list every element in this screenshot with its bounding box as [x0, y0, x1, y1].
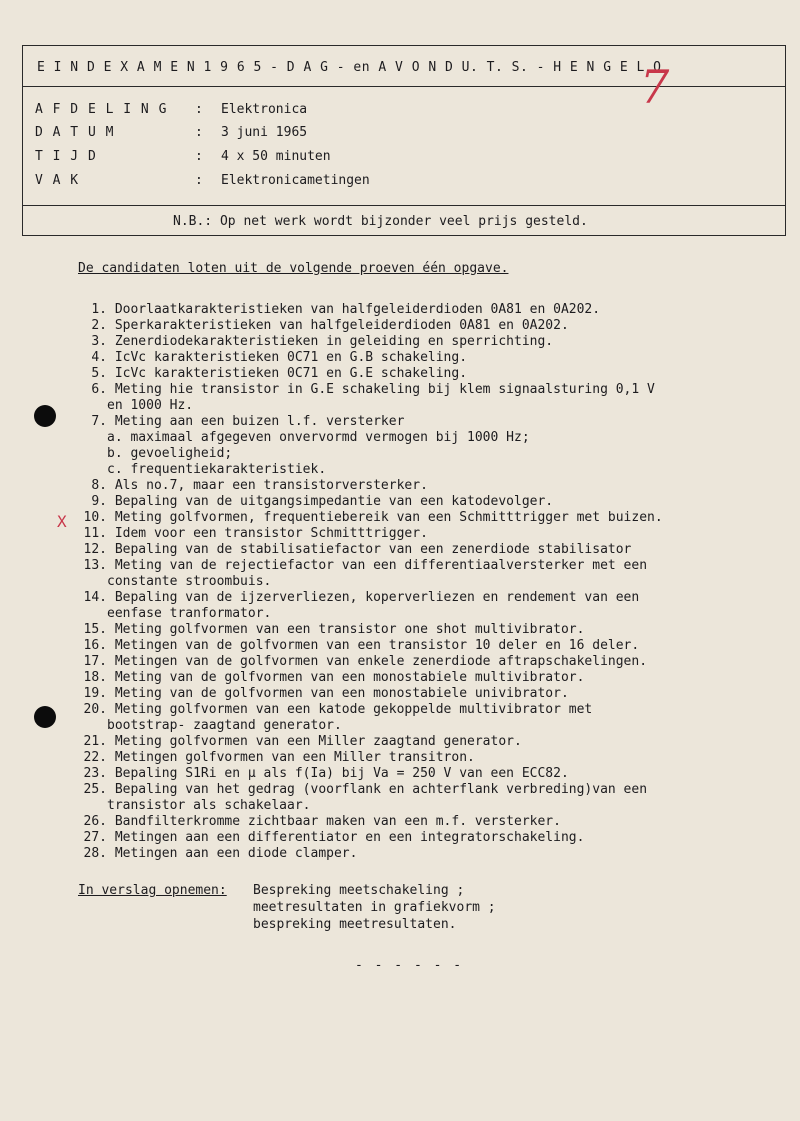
item-continuation: eenfase tranformator. [107, 606, 272, 621]
item-text: Meting aan een buizen l.f. versterker [114, 414, 405, 429]
item-number: 15. [83, 622, 107, 637]
list-item [78, 670, 768, 686]
item-number: 3. [91, 334, 107, 349]
item-text: Metingen van de golfvormen van enkele zenerdiode aftrapschakelingen. [114, 654, 648, 669]
item-number: 16. [83, 638, 107, 653]
item-continuation: transistor als schakelaar. [107, 798, 311, 813]
list-item [78, 766, 768, 782]
list-item [78, 814, 768, 830]
handwritten-x-mark: X [57, 512, 67, 531]
list-item [78, 750, 768, 766]
item-sub-point: a. maximaal afgegeven onvervormd vermogen bij 1000 Hz; [107, 430, 530, 445]
item-text: Metingen aan een differentiator en een integratorschakeling. [114, 830, 585, 845]
list-item [78, 414, 768, 430]
item-number: 4. [91, 350, 107, 365]
item-text: Meting golfvormen van een Miller zaagtand generator. [114, 734, 522, 749]
report-section [78, 882, 496, 932]
exam-title: E I N D E X A M E N 1 9 6 5 - D A G - en A V O N D U. T. S. - H E N G E L O [37, 60, 662, 75]
item-number: 27. [83, 830, 107, 845]
item-text: Metingen van de golfvormen van een transistor 10 deler en 16 deler. [114, 638, 640, 653]
item-number: 14. [83, 590, 107, 605]
item-continuation: bootstrap- zaagtand generator. [107, 718, 342, 733]
item-number: 12. [83, 542, 107, 557]
item-text: IcVc karakteristieken 0C71 en G.B schakeling. [114, 350, 468, 365]
item-number: 1. [91, 302, 107, 317]
meta-colon: : [195, 149, 203, 164]
item-text: Bepaling S1Ri en μ als f(Ia) bij Va = 250 V van een ECC82. [114, 766, 569, 781]
list-item [78, 302, 768, 318]
punch-hole [34, 405, 56, 427]
meta-value: 3 juni 1965 [221, 125, 308, 140]
item-text: Bepaling van de stabilisatiefactor van een zenerdiode stabilisator [114, 542, 632, 557]
item-continuation: constante stroombuis. [107, 574, 272, 589]
item-text: Meting van de golfvormen van een monostabiele multivibrator. [114, 670, 585, 685]
item-sub-point: c. frequentiekarakteristiek. [107, 462, 327, 477]
item-number: 20. [83, 702, 107, 717]
item-text: Meting hie transistor in G.E schakeling bij klem signaalsturing 0,1 V [114, 382, 655, 397]
meta-colon: : [195, 102, 203, 117]
list-item [78, 654, 768, 670]
header-box [22, 45, 786, 236]
nb-note: N.B.: Op net werk wordt bijzonder veel prijs gesteld. [173, 214, 588, 229]
item-text: Meting golfvormen van een katode gekoppelde multivibrator met [114, 702, 593, 717]
list-item [78, 830, 768, 846]
header-divider-top [23, 86, 785, 87]
item-number: 19. [83, 686, 107, 701]
item-number: 23. [83, 766, 107, 781]
item-continuation: en 1000 Hz. [107, 398, 194, 413]
report-label: In verslag opnemen: [78, 883, 227, 898]
item-number: 10. [83, 510, 107, 525]
item-text: Metingen aan een diode clamper. [114, 846, 358, 861]
assignment-list [78, 302, 768, 862]
list-item [78, 702, 768, 718]
list-item [78, 846, 768, 862]
item-number: 9. [91, 494, 107, 509]
meta-label: A F D E L I N G [35, 102, 168, 117]
list-item [78, 334, 768, 350]
item-text: Meting van de rejectiefactor van een differentiaalversterker met een [114, 558, 648, 573]
meta-value: Elektronica [221, 102, 308, 117]
item-text: Bepaling van de ijzerverliezen, koperverliezen en rendement van een [114, 590, 640, 605]
header-divider-bottom [23, 205, 785, 206]
list-item [78, 526, 768, 542]
item-number: 8. [91, 478, 107, 493]
item-number: 5. [91, 366, 107, 381]
item-number: 7. [91, 414, 107, 429]
list-item [78, 622, 768, 638]
item-sub-point: b. gevoeligheid; [107, 446, 233, 461]
list-item [78, 366, 768, 382]
meta-label: V A K [35, 173, 80, 188]
list-item [78, 590, 768, 606]
item-text: Doorlaatkarakteristieken van halfgeleiderdioden 0A81 en 0A202. [114, 302, 601, 317]
item-number: 26. [83, 814, 107, 829]
list-item [78, 318, 768, 334]
list-item [78, 494, 768, 510]
handwritten-number: 7 [640, 60, 670, 114]
item-text: Idem voor een transistor Schmitttrigger. [114, 526, 428, 541]
list-item [78, 686, 768, 702]
meta-value: Elektronicametingen [221, 173, 370, 188]
item-text: Meting golfvormen, frequentiebereik van een Schmitttrigger met buizen. [114, 510, 663, 525]
list-item [78, 478, 768, 494]
list-item [78, 558, 768, 574]
item-text: IcVc karakteristieken 0C71 en G.E schakeling. [114, 366, 468, 381]
item-number: 2. [91, 318, 107, 333]
meta-label: D A T U M [35, 125, 115, 140]
list-item [78, 782, 768, 798]
item-text: Bepaling van het gedrag (voorflank en achterflank verbreding)van een [114, 782, 648, 797]
item-text: Bepaling van de uitgangsimpedantie van een katodevolger. [114, 494, 554, 509]
item-number: 25. [83, 782, 107, 797]
meta-colon: : [195, 173, 203, 188]
meta-label: T I J D [35, 149, 97, 164]
footer-dashes: - - - - - - [355, 958, 464, 973]
intro-text: De candidaten loten uit de volgende proeven één opgave. [78, 261, 509, 276]
item-number: 18. [83, 670, 107, 685]
item-number: 21. [83, 734, 107, 749]
meta-value: 4 x 50 minuten [221, 149, 331, 164]
item-text: Meting van de golfvormen van een monostabiele univibrator. [114, 686, 569, 701]
item-text: Meting golfvormen van een transistor one shot multivibrator. [114, 622, 585, 637]
punch-hole [34, 706, 56, 728]
report-line: Bespreking meetschakeling ; [253, 883, 465, 898]
list-item [78, 510, 768, 526]
list-item [78, 542, 768, 558]
item-text: Zenerdiodekarakteristieken in geleiding en sperrichting. [114, 334, 554, 349]
item-text: Sperkarakteristieken van halfgeleiderdioden 0A81 en 0A202. [114, 318, 569, 333]
meta-colon: : [195, 125, 203, 140]
item-number: 17. [83, 654, 107, 669]
item-text: Metingen golfvormen van een Miller transitron. [114, 750, 475, 765]
item-number: 28. [83, 846, 107, 861]
list-item [78, 638, 768, 654]
report-line: bespreking meetresultaten. [253, 917, 457, 932]
report-line: meetresultaten in grafiekvorm ; [253, 900, 496, 915]
list-item [78, 734, 768, 750]
item-number: 11. [83, 526, 107, 541]
item-text: Als no.7, maar een transistorversterker. [114, 478, 428, 493]
list-item [78, 350, 768, 366]
item-text: Bandfilterkromme zichtbaar maken van een m.f. versterker. [114, 814, 561, 829]
item-number: 22. [83, 750, 107, 765]
item-number: 13. [83, 558, 107, 573]
item-number: 6. [91, 382, 107, 397]
list-item [78, 382, 768, 398]
